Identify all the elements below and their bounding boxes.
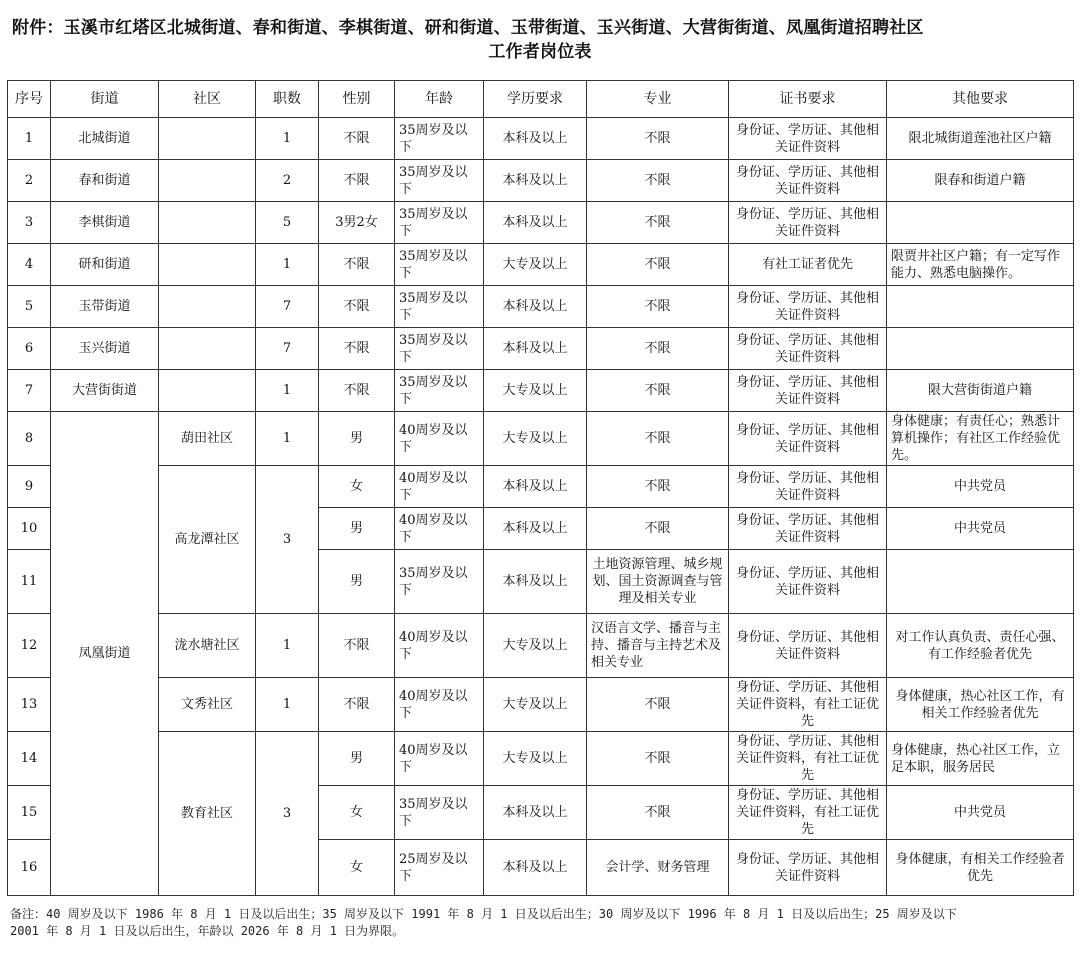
table-row [8, 160, 1074, 202]
cell-gender: 不限 [319, 160, 395, 202]
header-certificate: 证书要求 [729, 81, 887, 118]
header-community: 社区 [159, 81, 256, 118]
cell-certificate: 身份证、学历证、其他相关证件资料 [729, 466, 887, 508]
cell-education: 大专及以上 [484, 614, 587, 678]
cell-age: 40周岁及以下 [395, 614, 484, 678]
cell-major: 会计学、财务管理 [587, 840, 729, 896]
table-row [8, 118, 1074, 160]
cell-count: 1 [256, 370, 319, 412]
cell-no: 16 [8, 840, 51, 896]
cell-gender: 男 [319, 508, 395, 550]
cell-no: 4 [8, 244, 51, 286]
footnote-line-1: 备注：40 周岁及以下 1986 年 8 月 1 日及以后出生；35 周岁及以下 1991 年 8 月 1 日及以后出生；30 周岁及以下 1996 年 8 月 1 日及以后出生；25 周岁及以下 [10, 907, 957, 921]
cell-education: 本科及以上 [484, 202, 587, 244]
table-header-row [8, 81, 1074, 118]
cell-community: 教育社区 [159, 732, 256, 896]
cell-major: 不限 [587, 328, 729, 370]
cell-community [159, 286, 256, 328]
cell-count: 7 [256, 286, 319, 328]
cell-gender: 女 [319, 840, 395, 896]
cell-other: 中共党员 [887, 466, 1074, 508]
cell-age: 40周岁及以下 [395, 678, 484, 732]
cell-gender: 女 [319, 466, 395, 508]
cell-no: 2 [8, 160, 51, 202]
cell-education: 大专及以上 [484, 244, 587, 286]
cell-community: 高龙潭社区 [159, 466, 256, 614]
cell-community [159, 244, 256, 286]
cell-certificate: 身份证、学历证、其他相关证件资料 [729, 370, 887, 412]
cell-count: 3 [256, 466, 319, 614]
cell-major: 不限 [587, 244, 729, 286]
cell-count: 5 [256, 202, 319, 244]
cell-certificate: 身份证、学历证、其他相关证件资料 [729, 202, 887, 244]
cell-other: 限春和街道户籍 [887, 160, 1074, 202]
table-row [8, 678, 1074, 732]
cell-community [159, 160, 256, 202]
cell-certificate: 身份证、学历证、其他相关证件资料 [729, 508, 887, 550]
cell-community [159, 370, 256, 412]
cell-no: 13 [8, 678, 51, 732]
cell-street: 李棋街道 [51, 202, 159, 244]
cell-no: 11 [8, 550, 51, 614]
cell-other: 身体健康，有相关工作经验者优先 [887, 840, 1074, 896]
cell-major: 不限 [587, 466, 729, 508]
footnote [10, 906, 1070, 940]
table-row [8, 370, 1074, 412]
table-row [8, 328, 1074, 370]
table-row [8, 286, 1074, 328]
cell-education: 本科及以上 [484, 118, 587, 160]
cell-other: 限大营街街道户籍 [887, 370, 1074, 412]
cell-certificate: 身份证、学历证、其他相关证件资料 [729, 412, 887, 466]
cell-count: 1 [256, 244, 319, 286]
cell-certificate: 身份证、学历证、其他相关证件资料 [729, 840, 887, 896]
cell-street: 大营街街道 [51, 370, 159, 412]
cell-street: 玉带街道 [51, 286, 159, 328]
cell-no: 8 [8, 412, 51, 466]
cell-certificate: 身份证、学历证、其他相关证件资料 [729, 160, 887, 202]
cell-gender: 不限 [319, 328, 395, 370]
table-row [8, 614, 1074, 678]
cell-age: 35周岁及以下 [395, 244, 484, 286]
cell-gender: 不限 [319, 286, 395, 328]
cell-age: 40周岁及以下 [395, 732, 484, 786]
cell-education: 大专及以上 [484, 678, 587, 732]
cell-street: 凤凰街道 [51, 412, 159, 896]
cell-certificate: 身份证、学历证、其他相关证件资料，有社工证优先 [729, 678, 887, 732]
cell-community [159, 202, 256, 244]
cell-count: 7 [256, 328, 319, 370]
header-major: 专业 [587, 81, 729, 118]
cell-count: 1 [256, 412, 319, 466]
cell-street: 北城街道 [51, 118, 159, 160]
cell-education: 大专及以上 [484, 412, 587, 466]
cell-gender: 不限 [319, 370, 395, 412]
cell-major: 不限 [587, 508, 729, 550]
cell-major: 不限 [587, 118, 729, 160]
cell-certificate: 身份证、学历证、其他相关证件资料 [729, 286, 887, 328]
document-title [8, 16, 1072, 64]
cell-street: 玉兴街道 [51, 328, 159, 370]
header-count: 职数 [256, 81, 319, 118]
cell-gender: 3男2女 [319, 202, 395, 244]
cell-no: 1 [8, 118, 51, 160]
cell-major: 不限 [587, 732, 729, 786]
cell-no: 5 [8, 286, 51, 328]
table-row [8, 202, 1074, 244]
cell-other: 限北城街道莲池社区户籍 [887, 118, 1074, 160]
cell-street: 春和街道 [51, 160, 159, 202]
header-age: 年龄 [395, 81, 484, 118]
cell-education: 本科及以上 [484, 160, 587, 202]
cell-other [887, 550, 1074, 614]
table-row [8, 412, 1074, 466]
table-row [8, 244, 1074, 286]
cell-certificate: 身份证、学历证、其他相关证件资料 [729, 550, 887, 614]
header-other: 其他要求 [887, 81, 1074, 118]
cell-education: 本科及以上 [484, 786, 587, 840]
cell-certificate: 身份证、学历证、其他相关证件资料 [729, 118, 887, 160]
cell-other: 身体健康，热心社区工作，有相关工作经验者优先 [887, 678, 1074, 732]
header-education: 学历要求 [484, 81, 587, 118]
cell-age: 40周岁及以下 [395, 412, 484, 466]
cell-age: 35周岁及以下 [395, 550, 484, 614]
cell-age: 35周岁及以下 [395, 160, 484, 202]
cell-no: 14 [8, 732, 51, 786]
cell-major: 不限 [587, 786, 729, 840]
cell-education: 本科及以上 [484, 508, 587, 550]
cell-other: 对工作认真负责、责任心强、有工作经验者优先 [887, 614, 1074, 678]
title-line-1: 附件：玉溪市红塔区北城街道、春和街道、李棋街道、研和街道、玉带街道、玉兴街道、大营街街道、凤凰街道招聘社区 [12, 18, 924, 38]
cell-major: 不限 [587, 286, 729, 328]
cell-count: 1 [256, 678, 319, 732]
cell-no: 6 [8, 328, 51, 370]
cell-major: 汉语言文学、播音与主持、播音与主持艺术及相关专业 [587, 614, 729, 678]
cell-no: 10 [8, 508, 51, 550]
positions-table [7, 80, 1074, 896]
cell-gender: 不限 [319, 118, 395, 160]
cell-other [887, 286, 1074, 328]
cell-education: 大专及以上 [484, 732, 587, 786]
cell-major: 不限 [587, 160, 729, 202]
cell-education: 本科及以上 [484, 328, 587, 370]
header-street: 街道 [51, 81, 159, 118]
cell-age: 35周岁及以下 [395, 786, 484, 840]
cell-count: 1 [256, 118, 319, 160]
footnote-line-2: 2001 年 8 月 1 日及以后出生，年龄以 2026 年 8 月 1 日为界限。 [10, 924, 405, 938]
cell-education: 大专及以上 [484, 370, 587, 412]
cell-gender: 不限 [319, 244, 395, 286]
cell-count: 3 [256, 732, 319, 896]
cell-age: 35周岁及以下 [395, 118, 484, 160]
title-line-2: 工作者岗位表 [488, 42, 592, 62]
cell-other: 身体健康，热心社区工作，立足本职，服务居民 [887, 732, 1074, 786]
table-row [8, 732, 1074, 786]
cell-count: 2 [256, 160, 319, 202]
cell-community [159, 328, 256, 370]
cell-gender: 男 [319, 412, 395, 466]
cell-certificate: 身份证、学历证、其他相关证件资料 [729, 614, 887, 678]
cell-gender: 不限 [319, 678, 395, 732]
cell-no: 15 [8, 786, 51, 840]
cell-major: 不限 [587, 412, 729, 466]
cell-education: 本科及以上 [484, 286, 587, 328]
cell-major: 不限 [587, 370, 729, 412]
cell-age: 40周岁及以下 [395, 508, 484, 550]
cell-other [887, 328, 1074, 370]
cell-community [159, 118, 256, 160]
cell-certificate: 身份证、学历证、其他相关证件资料，有社工证优先 [729, 732, 887, 786]
cell-age: 25周岁及以下 [395, 840, 484, 896]
cell-major: 土地资源管理、城乡规划、国土资源调查与管理及相关专业 [587, 550, 729, 614]
cell-certificate: 有社工证者优先 [729, 244, 887, 286]
cell-community: 泷水塘社区 [159, 614, 256, 678]
cell-other [887, 202, 1074, 244]
cell-major: 不限 [587, 202, 729, 244]
cell-community: 文秀社区 [159, 678, 256, 732]
cell-other: 中共党员 [887, 786, 1074, 840]
cell-age: 40周岁及以下 [395, 466, 484, 508]
cell-age: 35周岁及以下 [395, 328, 484, 370]
cell-community: 葫田社区 [159, 412, 256, 466]
cell-no: 9 [8, 466, 51, 508]
cell-age: 35周岁及以下 [395, 286, 484, 328]
cell-education: 本科及以上 [484, 550, 587, 614]
cell-gender: 女 [319, 786, 395, 840]
cell-gender: 男 [319, 550, 395, 614]
cell-certificate: 身份证、学历证、其他相关证件资料 [729, 328, 887, 370]
header-no: 序号 [8, 81, 51, 118]
cell-other: 中共党员 [887, 508, 1074, 550]
cell-gender: 不限 [319, 614, 395, 678]
cell-education: 本科及以上 [484, 840, 587, 896]
table-row [8, 466, 1074, 508]
cell-age: 35周岁及以下 [395, 202, 484, 244]
header-gender: 性别 [319, 81, 395, 118]
cell-other: 身体健康；有责任心；熟悉计算机操作；有社区工作经验优先。 [887, 412, 1074, 466]
cell-other: 限贾井社区户籍；有一定写作能力、熟悉电脑操作。 [887, 244, 1074, 286]
cell-no: 12 [8, 614, 51, 678]
cell-gender: 男 [319, 732, 395, 786]
cell-major: 不限 [587, 678, 729, 732]
cell-education: 本科及以上 [484, 466, 587, 508]
cell-street: 研和街道 [51, 244, 159, 286]
cell-age: 35周岁及以下 [395, 370, 484, 412]
cell-certificate: 身份证、学历证、其他相关证件资料，有社工证优先 [729, 786, 887, 840]
cell-no: 7 [8, 370, 51, 412]
cell-no: 3 [8, 202, 51, 244]
cell-count: 1 [256, 614, 319, 678]
